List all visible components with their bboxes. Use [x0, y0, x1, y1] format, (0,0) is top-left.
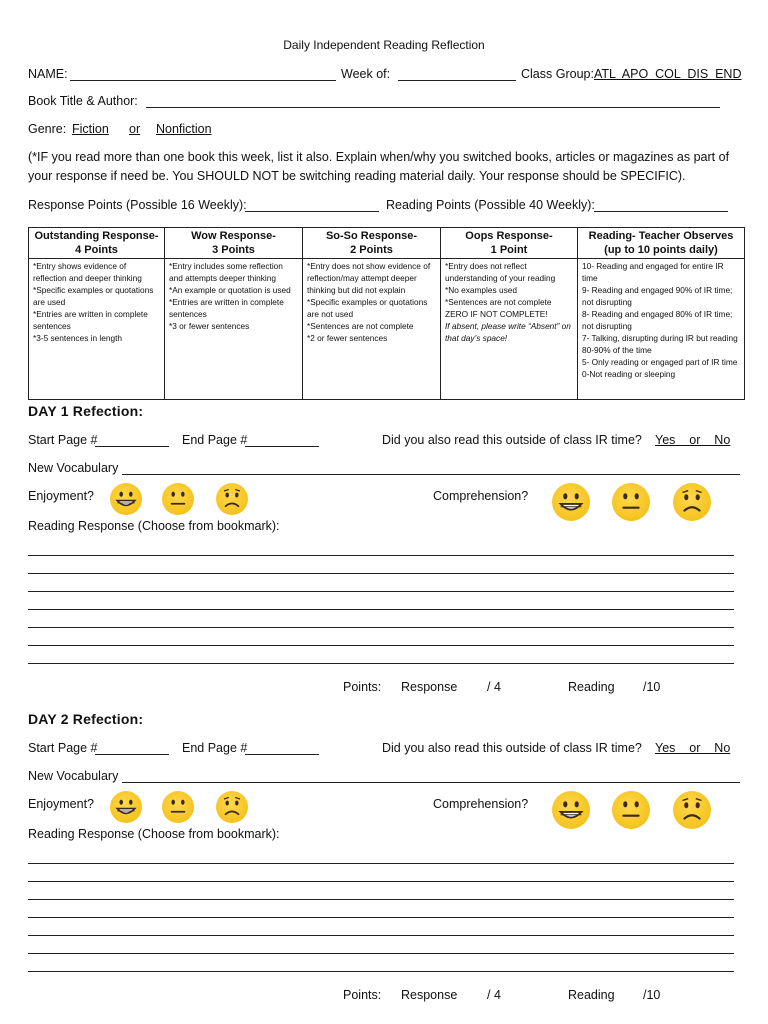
- frowning-face-icon[interactable]: [216, 483, 248, 515]
- response-score-label: Response: [401, 988, 458, 1002]
- response-line[interactable]: [28, 591, 734, 592]
- outside-reading-yes-no[interactable]: Yes or No: [655, 433, 731, 447]
- reading-score-label: Reading: [568, 680, 615, 694]
- genre-fiction[interactable]: Fiction: [72, 122, 109, 136]
- start-page-field[interactable]: [95, 754, 169, 755]
- start-page-label: Start Page #: [28, 433, 98, 447]
- grinning-face-icon[interactable]: [110, 483, 142, 515]
- rubric-header-reading: Reading- Teacher Observes (up to 10 points daily): [578, 228, 745, 259]
- name-label: NAME:: [28, 67, 68, 81]
- book-field[interactable]: [146, 107, 720, 108]
- vocab-label: New Vocabulary: [28, 461, 119, 475]
- neutral-face-icon[interactable]: [612, 791, 650, 829]
- instructions-line-2: your response if need be. You SHOULD NOT be switching reading material daily. Your response should be SPECIFIC).: [28, 169, 686, 183]
- rubric-header-wow: Wow Response- 3 Points: [165, 228, 303, 259]
- genre-label: Genre:: [28, 122, 67, 136]
- rubric-header-oops: Oops Response- 1 Point: [441, 228, 578, 259]
- vocab-field[interactable]: [122, 474, 740, 475]
- enjoyment-label: Enjoyment?: [28, 489, 95, 503]
- neutral-face-icon[interactable]: [612, 483, 650, 521]
- week-label: Week of:: [341, 67, 391, 81]
- end-page-field[interactable]: [245, 446, 319, 447]
- reading-points-label: Reading Points (Possible 40 Weekly):: [386, 198, 595, 212]
- rubric-cell-wow: *Entry includes some reflection and attempts deeper thinking *An example or quotation is used *Entries are written in complete sentences *3 or fewer sentences: [165, 259, 303, 400]
- class-group-label: Class Group:: [521, 67, 594, 81]
- response-line[interactable]: [28, 971, 734, 972]
- response-line[interactable]: [28, 555, 734, 556]
- vocab-field[interactable]: [122, 782, 740, 783]
- name-field[interactable]: [70, 80, 336, 81]
- vocab-label: New Vocabulary: [28, 769, 119, 783]
- response-line[interactable]: [28, 917, 734, 918]
- response-line[interactable]: [28, 663, 734, 664]
- response-score-max: / 4: [487, 988, 501, 1002]
- response-line[interactable]: [28, 953, 734, 954]
- outside-reading-question: Did you also read this outside of class IR time?: [382, 741, 642, 755]
- response-score-max: / 4: [487, 680, 501, 694]
- neutral-face-icon[interactable]: [162, 483, 194, 515]
- day-heading: DAY 2 Refection:: [28, 711, 144, 727]
- rubric-header-outstanding: Outstanding Response- 4 Points: [29, 228, 165, 259]
- response-line[interactable]: [28, 609, 734, 610]
- week-field[interactable]: [398, 80, 516, 81]
- book-label: Book Title & Author:: [28, 94, 138, 108]
- reading-score-max: /10: [643, 988, 661, 1002]
- grinning-face-icon[interactable]: [110, 791, 142, 823]
- end-page-label: End Page #: [182, 433, 248, 447]
- reading-score-label: Reading: [568, 988, 615, 1002]
- response-line[interactable]: [28, 881, 734, 882]
- genre-nonfiction[interactable]: Nonfiction: [156, 122, 212, 136]
- frowning-face-icon[interactable]: [673, 791, 711, 829]
- comprehension-label: Comprehension?: [433, 797, 529, 811]
- points-label: Points:: [343, 988, 382, 1002]
- rubric-cell-outstanding: *Entry shows evidence of reflection and deeper thinking *Specific examples or quotations are used *Entries are written in complete sentences *3-5 sentences in length: [29, 259, 165, 400]
- reading-response-label: Reading Response (Choose from bookmark):: [28, 827, 280, 841]
- frowning-face-icon[interactable]: [216, 791, 248, 823]
- reading-points-field[interactable]: [594, 211, 728, 212]
- response-line[interactable]: [28, 645, 734, 646]
- enjoyment-label: Enjoyment?: [28, 797, 95, 811]
- response-points-label: Response Points (Possible 16 Weekly):: [28, 198, 247, 212]
- outside-reading-yes-no[interactable]: Yes or No: [655, 741, 731, 755]
- instructions-line-1: (*IF you read more than one book this week, list it also. Explain when/why you switched books, articles or magazines as part of: [28, 150, 730, 164]
- frowning-face-icon[interactable]: [673, 483, 711, 521]
- response-points-field[interactable]: [245, 211, 379, 212]
- grinning-face-icon[interactable]: [552, 483, 590, 521]
- response-line[interactable]: [28, 627, 734, 628]
- genre-or: or: [129, 122, 141, 136]
- response-line[interactable]: [28, 899, 734, 900]
- rubric-table: [28, 227, 745, 400]
- rubric-cell-reading: 10- Reading and engaged for entire IR time 9- Reading and engaged 90% of IR time; not disrupting 8- Reading and engaged 80% of IR time; not disrupting 7- Talking, disrupting during IR but reading 80-90% of the time 5- Only reading or engaged part of IR time 0-Not reading or sleeping: [578, 259, 745, 400]
- absent-note: If absent, please write “Absent” on that day’s space!: [445, 321, 571, 343]
- start-page-field[interactable]: [95, 446, 169, 447]
- outside-reading-question: Did you also read this outside of class IR time?: [382, 433, 642, 447]
- day-heading: DAY 1 Refection:: [28, 403, 144, 419]
- end-page-field[interactable]: [245, 754, 319, 755]
- neutral-face-icon[interactable]: [162, 791, 194, 823]
- response-score-label: Response: [401, 680, 458, 694]
- rubric-cell-oops: *Entry does not reflect understanding of your reading *No examples used *Sentences are not complete ZERO IF NOT COMPLETE! If absent, please write “Absent” on that day’s space!: [441, 259, 578, 400]
- points-label: Points:: [343, 680, 382, 694]
- rubric-cell-so-so: *Entry does not show evidence of reflection/may attempt deeper thinking but did not explain *Specific examples or quotations are not used *Sentences are not complete *2 or fewer sentences: [303, 259, 441, 400]
- response-line[interactable]: [28, 935, 734, 936]
- rubric-header-row: [29, 228, 745, 259]
- start-page-label: Start Page #: [28, 741, 98, 755]
- reading-score-max: /10: [643, 680, 661, 694]
- response-line[interactable]: [28, 573, 734, 574]
- comprehension-label: Comprehension?: [433, 489, 529, 503]
- end-page-label: End Page #: [182, 741, 248, 755]
- class-group-options[interactable]: ATL APO COL DIS END: [594, 67, 742, 81]
- reading-response-label: Reading Response (Choose from bookmark):: [28, 519, 280, 533]
- grinning-face-icon[interactable]: [552, 791, 590, 829]
- rubric-header-so-so: So-So Response- 2 Points: [303, 228, 441, 259]
- rubric-criteria-row: [29, 259, 745, 400]
- page-title: Daily Independent Reading Reflection: [283, 38, 485, 52]
- response-line[interactable]: [28, 863, 734, 864]
